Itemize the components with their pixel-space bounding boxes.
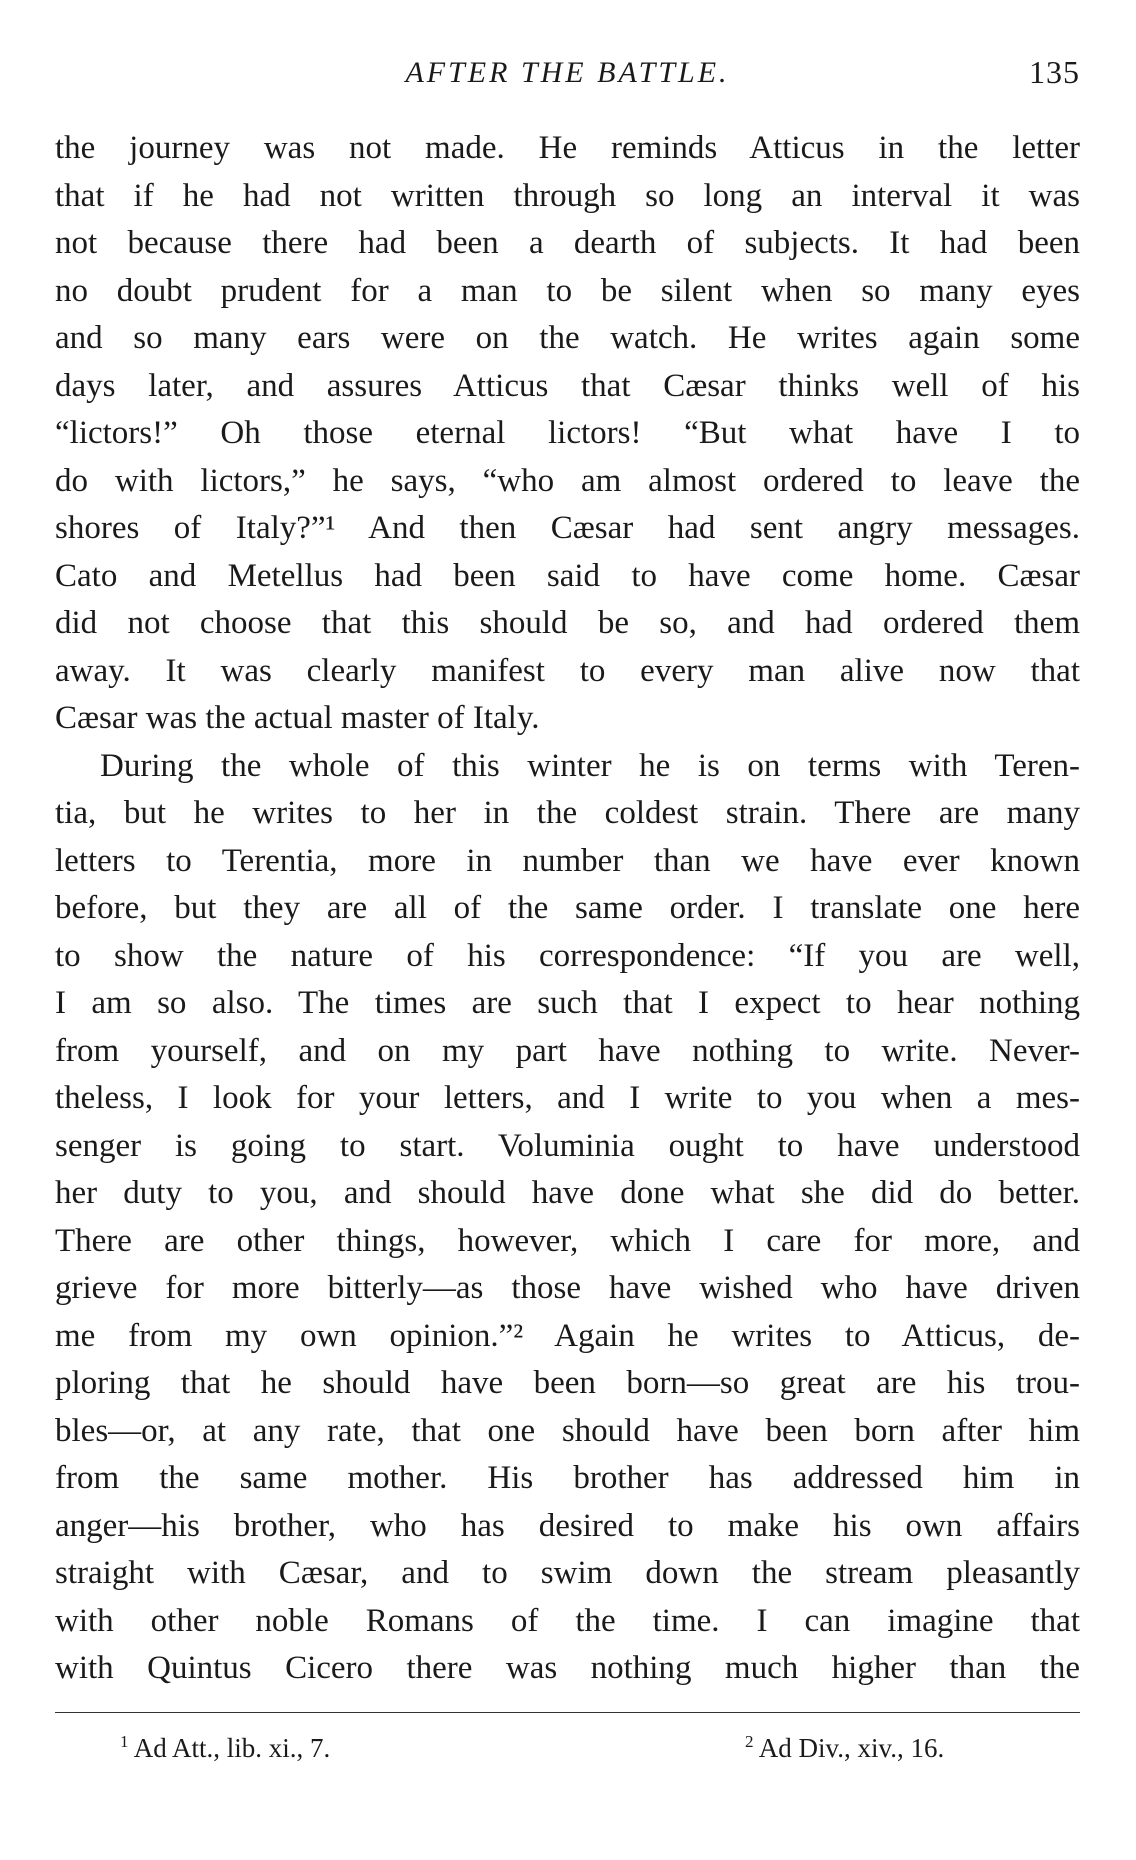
text-line: with other noble Romans of the time. I can imagine that: [55, 1602, 1080, 1639]
text-line: theless, I look for your letters, and I write to you when a mes-: [55, 1080, 1080, 1116]
text-line: senger is going to start. Voluminia ought to have understood: [55, 1127, 1080, 1164]
text-line: anger—his brother, who has desired to make his own affairs: [55, 1507, 1080, 1544]
text-line: There are other things, however, which I care for more, and: [55, 1222, 1080, 1259]
text-line: straight with Cæsar, and to swim down the stream pleasantly: [55, 1555, 1080, 1591]
text-line: bles—or, at any rate, that one should have been born after him: [55, 1412, 1080, 1449]
text-line: shores of Italy?”¹ And then Cæsar had sent angry messages.: [55, 510, 1080, 546]
text-line: and so many ears were on the watch. He writes again some: [55, 320, 1080, 356]
text-line: tia, but he writes to her in the coldest strain. There are many: [55, 795, 1080, 831]
text-line: I am so also. The times are such that I expect to hear nothing: [55, 985, 1080, 1021]
body-text: [55, 125, 1080, 1693]
text-line: do with lictors,” he says, “who am almost ordered to leave the: [55, 462, 1080, 499]
text-line: no doubt prudent for a man to be silent when so many eyes: [55, 272, 1080, 309]
text-line: grieve for more bitterly—as those have wished who have driven: [55, 1270, 1080, 1306]
footnote-mark: 1: [120, 1732, 129, 1751]
text-line: to show the nature of his correspondence: “If you are well,: [55, 937, 1080, 974]
footnote-mark: 2: [745, 1732, 754, 1751]
text-line: days later, and assures Atticus that Cæsar thinks well of his: [55, 367, 1080, 404]
text-line: Cæsar was the actual master of Italy.: [55, 700, 540, 736]
text-line: me from my own opinion.”² Again he writes to Atticus, de-: [55, 1317, 1080, 1354]
footnote-rule: [55, 1712, 1080, 1713]
text-line: from yourself, and on my part have nothing to write. Never-: [55, 1032, 1080, 1069]
footnote-text: Ad Att., lib. xi., 7.: [133, 1733, 331, 1763]
text-line: with Quintus Cicero there was nothing much higher than the: [55, 1650, 1080, 1686]
text-line: the journey was not made. He reminds Atticus in the letter: [55, 130, 1080, 166]
text-line: that if he had not written through so long an interval it was: [55, 177, 1080, 214]
text-line: not because there had been a dearth of subjects. It had been: [55, 225, 1080, 261]
text-line: away. It was clearly manifest to every man alive now that: [55, 652, 1080, 689]
footnote-1: [120, 1733, 330, 1764]
text-line: before, but they are all of the same order. I translate one here: [55, 890, 1080, 926]
text-line: Cato and Metellus had been said to have come home. Cæsar: [55, 557, 1080, 594]
text-line: ploring that he should have been born—so great are his trou-: [55, 1365, 1080, 1401]
footnotes: [55, 1733, 1080, 1777]
page-number: 135: [1029, 54, 1080, 90]
footnote-2: [745, 1733, 944, 1764]
text-line: During the whole of this winter he is on terms with Teren-: [100, 747, 1080, 784]
text-line: “lictors!” Oh those eternal lictors! “But what have I to: [55, 415, 1080, 451]
running-title: AFTER THE BATTLE.: [405, 56, 730, 89]
text-line: from the same mother. His brother has addressed him in: [55, 1460, 1080, 1496]
text-line: her duty to you, and should have done what she did do better.: [55, 1175, 1080, 1211]
text-line: letters to Terentia, more in number than we have ever known: [55, 842, 1080, 879]
text-line: did not choose that this should be so, and had ordered them: [55, 605, 1080, 641]
footnote-text: Ad Div., xiv., 16.: [758, 1733, 945, 1763]
running-head: [55, 50, 1080, 100]
